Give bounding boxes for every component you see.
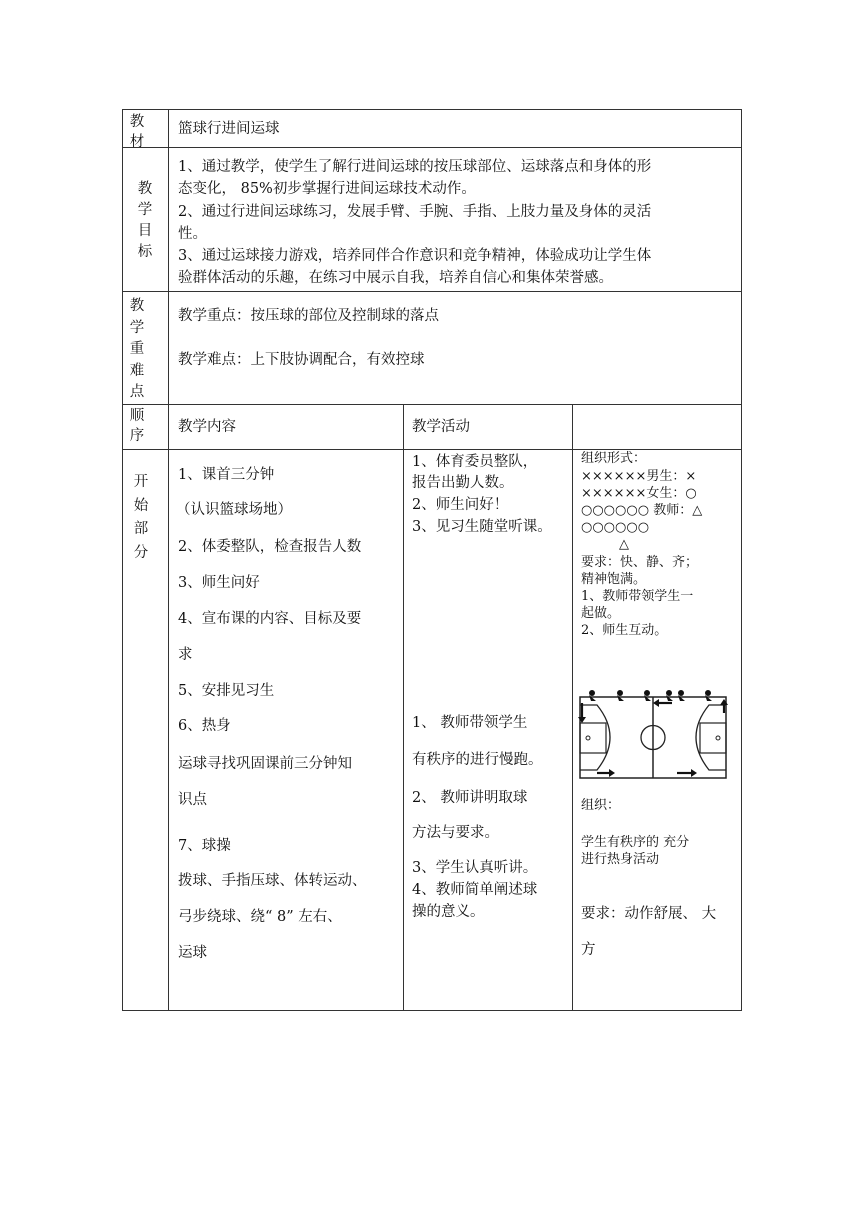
content-line: 1、课首三分钟 (178, 467, 275, 483)
org-line: 组织形式： (581, 451, 647, 466)
content-line: （认识篮球场地） (176, 502, 292, 518)
org-line: ○○○○○○ (581, 520, 650, 535)
org-line: 要求：快、静、齐； (581, 555, 699, 570)
row-header-objectives: 教学目标 (137, 181, 153, 260)
content-line: 6、热身 (178, 718, 231, 734)
activity-line: 2、 教师讲明取球 (412, 790, 528, 806)
content-line: 运球寻找巩固课前三分钟知 (178, 756, 352, 772)
row-header-opening: 开始部分 (133, 474, 149, 561)
column-header-activity: 教学活动 (412, 419, 470, 435)
org-line: 组织： (581, 798, 621, 813)
content-line: 7、球操 (178, 838, 231, 854)
activity-line: 3、见习生随堂听课。 (412, 519, 552, 535)
table-border-top (122, 109, 742, 110)
activity-line: 2、师生问好！ (412, 497, 509, 513)
activity-line: 4、教师简单阐述球 (412, 882, 538, 898)
org-line: ××××××男生：× (581, 469, 697, 484)
org-line: △ (619, 537, 629, 552)
objective-line: 态变化， 85%初步掌握行进间运球技术动作。 (178, 181, 476, 197)
teaching-difficulty: 教学难点：上下肢协调配合，有效控球 (178, 352, 425, 368)
org-line: 进行热身活动 (581, 852, 660, 867)
org-line: 学生有秩序的 充分 (581, 835, 690, 850)
material-content: 篮球行进间运球 (178, 121, 280, 137)
org-line: 起做。 (581, 606, 621, 621)
column-divider (403, 404, 404, 1011)
content-line: 4、宣布课的内容、目标及要 (178, 611, 362, 627)
basketball-court-diagram (577, 689, 731, 785)
objective-line: 验群体活动的乐趣，在练习中展示自我，培养自信心和集体荣誉感。 (178, 270, 613, 286)
content-line: 拨球、手指压球、体转运动、 (178, 873, 367, 889)
activity-line: 方法与要求。 (412, 825, 499, 841)
row-divider (122, 449, 742, 450)
objective-line: 1、通过教学，使学生了解行进间运球的按压球部位、运球落点和身体的形 (178, 159, 652, 175)
org-line: 精神饱满。 (581, 572, 647, 587)
row-header-key-points: 教学重难点 (129, 298, 145, 400)
activity-line: 有秩序的进行慢跑。 (412, 752, 543, 768)
org-line: ○○○○○○ 教师：△ (581, 503, 703, 518)
org-line: 1、教师带领学生一 (581, 589, 694, 604)
org-line: 方 (581, 942, 596, 958)
lesson-plan-table (122, 109, 742, 1011)
org-line: 2、师生互动。 (581, 623, 668, 638)
content-line: 3、师生问好 (178, 575, 260, 591)
org-line: ××××××女生：○ (581, 486, 697, 501)
content-line: 识点 (178, 792, 207, 808)
content-line: 2、体委整队，检查报告人数 (178, 539, 362, 555)
org-line: 要求：动作舒展、 大 (581, 906, 717, 922)
activity-line: 1、体育委员整队， (412, 454, 538, 470)
content-line: 弓步绕球、绕“ 8” 左右、 (178, 909, 342, 925)
activity-line: 操的意义。 (412, 904, 485, 920)
table-border-left (122, 109, 123, 1011)
content-line: 运球 (178, 945, 207, 961)
column-divider (168, 109, 169, 1011)
table-border-right (741, 109, 742, 1011)
column-header-content: 教学内容 (178, 419, 236, 435)
column-divider (572, 404, 573, 1011)
activity-line: 1、 教师带领学生 (412, 715, 528, 731)
activity-line: 报告出勤人数。 (412, 475, 514, 491)
row-header-material: 教材 (129, 114, 145, 150)
row-divider (122, 404, 742, 405)
row-header-sequence: 顺序 (129, 408, 145, 444)
table-border-bottom (122, 1010, 742, 1011)
teaching-focus: 教学重点：按压球的部位及控制球的落点 (178, 308, 439, 324)
objective-line: 2、通过行进间运球练习，发展手臂、手腕、手指、上肢力量及身体的灵活 (178, 204, 652, 220)
content-line: 求 (178, 647, 193, 663)
row-divider (122, 291, 742, 292)
content-line: 5、安排见习生 (178, 683, 275, 699)
activity-line: 3、学生认真听讲。 (412, 860, 538, 876)
objective-line: 3、通过运球接力游戏，培养同伴合作意识和竞争精神，体验成功让学生体 (178, 248, 652, 264)
objective-line: 性。 (178, 226, 207, 242)
row-divider (122, 147, 742, 148)
